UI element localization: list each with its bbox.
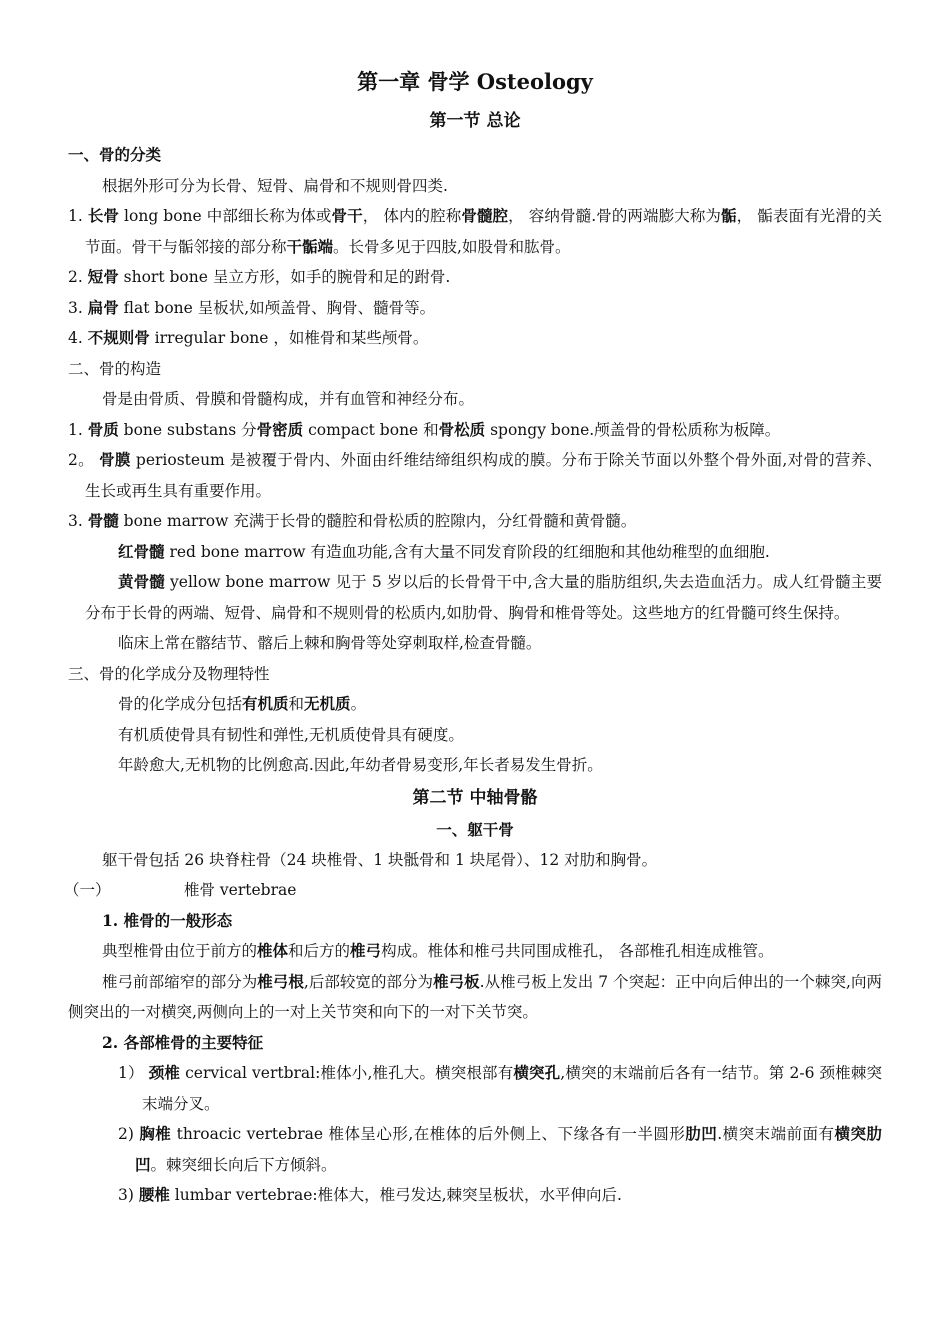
text: 骨的化学成分包括 bbox=[118, 695, 243, 713]
term-compact-bone: 骨密质 bbox=[256, 419, 304, 439]
term-lumbar: 腰椎 bbox=[138, 1185, 170, 1204]
paragraph-trunk-intro: 躯干骨包括 26 块脊柱骨（24 块椎骨、1 块骶骨和 1 块尾骨）、12 对肋和胸骨。 bbox=[102, 850, 658, 869]
paragraph-general-2 bbox=[68, 967, 882, 1028]
text: cervical vertbral:椎体小,椎孔大。横突根部有 bbox=[180, 1064, 514, 1082]
text: .从椎弓板上发出 7 个突起：正中向后伸出的一个棘突,向两侧突出的一对横突,两侧向上的一对上关节突和向下的一对下关节突。 bbox=[68, 972, 882, 1021]
text: .横突末端前面有 bbox=[717, 1125, 835, 1143]
term-periosteum: 骨膜 bbox=[99, 450, 131, 469]
text: ,后部较宽的部分为 bbox=[303, 972, 434, 991]
text: ,横突的末端前后各有一结节。第 2-6 颈椎棘突末端分叉。 bbox=[142, 1064, 882, 1113]
item-number: 3. bbox=[68, 512, 88, 530]
item-number: 1. bbox=[68, 420, 88, 439]
text: throacic vertebrae 椎体呈心形,在椎体的后外侧上、下缘各有一半圆形 bbox=[171, 1125, 686, 1143]
term-bone-substance: 骨质 bbox=[87, 419, 119, 439]
paragraph-general-1 bbox=[68, 936, 882, 967]
list-item-flat-bone bbox=[68, 293, 882, 324]
item-number: 1. bbox=[68, 207, 88, 225]
heading-features: 2. 各部椎骨的主要特征 bbox=[102, 1032, 264, 1052]
term-costal-fovea: 肋凹 bbox=[685, 1124, 718, 1143]
text: ， 体内的腔称 bbox=[362, 207, 462, 225]
item-number: 3. bbox=[68, 298, 88, 317]
text: bone marrow 充满于长骨的髓腔和骨松质的腔隙内，分红骨髓和黄骨髓。 bbox=[118, 512, 637, 530]
term-short-bone: 短骨 bbox=[87, 267, 119, 286]
text: 构成。椎体和椎弓共同围成椎孔， 各部椎孔相连成椎管。 bbox=[381, 942, 774, 960]
text: bone substans 分 bbox=[118, 420, 257, 439]
item-number: 2. bbox=[68, 268, 88, 286]
term-thoracic: 胸椎 bbox=[139, 1124, 172, 1143]
text: 和后方的 bbox=[288, 942, 351, 960]
text: ， 骺表面有光滑的关节面。骨干与骺邻接的部分称 bbox=[85, 207, 882, 256]
paragraph-red-marrow bbox=[68, 537, 882, 568]
text: 椎弓前部缩窄的部分为 bbox=[102, 972, 258, 991]
item-number: 4. bbox=[68, 329, 88, 347]
text: 。长骨多见于四肢,如股骨和肱骨。 bbox=[333, 237, 571, 256]
term-bone-marrow: 骨髓 bbox=[87, 511, 119, 530]
list-item-lumbar bbox=[68, 1180, 882, 1211]
term-epiphysis: 骺 bbox=[721, 206, 737, 225]
list-item-long-bone bbox=[68, 201, 882, 262]
text: ， 容纳骨髓.骨的两端膨大称为 bbox=[508, 207, 722, 225]
list-item-cervical bbox=[68, 1058, 882, 1119]
text: short bone 呈立方形，如手的腕骨和足的跗骨. bbox=[118, 268, 451, 286]
list-item-bone-marrow bbox=[68, 506, 882, 537]
heading-structure: 二、骨的构造 bbox=[68, 359, 162, 378]
term-flat-bone: 扁骨 bbox=[87, 297, 119, 317]
term-organic: 有机质 bbox=[242, 694, 289, 713]
paragraph-chemistry-2: 有机质使骨具有韧性和弹性,无机质使骨具有硬度。 bbox=[118, 725, 464, 744]
term-medullary-cavity: 骨髓腔 bbox=[461, 206, 509, 225]
text: 和 bbox=[288, 695, 305, 713]
heading-chemistry: 三、骨的化学成分及物理特性 bbox=[68, 664, 270, 683]
term-spongy-bone: 骨松质 bbox=[438, 419, 486, 439]
item-number: 2) bbox=[118, 1125, 140, 1143]
text: spongy bone.颅盖骨的骨松质称为板障。 bbox=[485, 420, 781, 439]
list-item-periosteum bbox=[68, 445, 882, 506]
item-number: 2。 bbox=[68, 451, 100, 469]
text: long bone 中部细长称为体或 bbox=[119, 207, 332, 225]
paragraph-yellow-marrow bbox=[68, 567, 882, 628]
paragraph-classification-intro: 根据外形可分为长骨、短骨、扁骨和不规则骨四类. bbox=[102, 176, 448, 195]
subsection-vertebrae bbox=[64, 875, 882, 906]
text: 。棘突细长向后下方倾斜。 bbox=[150, 1155, 337, 1174]
text: 。 bbox=[350, 695, 367, 713]
term-red-marrow: 红骨髓 bbox=[118, 541, 165, 561]
section-title-general: 第一节 总论 bbox=[429, 111, 521, 131]
item-number: 1） bbox=[118, 1064, 149, 1082]
paragraph-chemistry-1 bbox=[68, 689, 882, 720]
text: lumbar vertebrae:椎体大，椎弓发达,棘突呈板状，水平伸向后. bbox=[169, 1186, 622, 1204]
section-title-axial: 第二节 中轴骨骼 bbox=[412, 787, 538, 808]
subsection-number: （一） bbox=[64, 881, 111, 899]
term-metaphysis: 干骺端 bbox=[286, 236, 334, 256]
term-inorganic: 无机质 bbox=[304, 694, 351, 713]
heading-general-form: 1. 椎骨的一般形态 bbox=[102, 910, 233, 930]
text: yellow bone marrow 见于 5 岁以后的长骨骨干中,含大量的脂肪组织,失去造血活力。成人红骨髓主要分布于长骨的两端、短骨、扁骨和不规则骨的松质内,如肋骨、胸骨和椎骨等处。这些地方的红骨髓可终生保持。 bbox=[85, 573, 882, 622]
text: irregular bone ，如椎骨和某些颅骨。 bbox=[149, 329, 429, 347]
term-yellow-marrow: 黄骨髓 bbox=[118, 572, 165, 591]
term-pedicle: 椎弓根 bbox=[257, 971, 304, 991]
text: compact bone 和 bbox=[303, 420, 439, 439]
term-transverse-costal-fovea: 横突肋凹 bbox=[135, 1124, 882, 1174]
item-number: 3) bbox=[118, 1186, 139, 1204]
term-cervical: 颈椎 bbox=[148, 1063, 181, 1082]
term-irregular-bone: 不规则骨 bbox=[87, 328, 150, 347]
term-vertebral-arch: 椎弓 bbox=[350, 941, 382, 960]
text: periosteum 是被覆于骨内、外面由纤维结缔组织构成的膜。分布于除关节面以外整个骨外面,对骨的营养、生长或再生具有重要作用。 bbox=[85, 451, 882, 500]
heading-classification: 一、骨的分类 bbox=[68, 145, 162, 164]
heading-trunk-bones: 一、躯干骨 bbox=[436, 819, 514, 839]
list-item-bone-substance bbox=[68, 415, 882, 446]
paragraph-clinical: 临床上常在髂结节、髂后上棘和胸骨等处穿刺取样,检查骨髓。 bbox=[118, 634, 542, 652]
list-item-thoracic bbox=[68, 1119, 882, 1180]
paragraph-structure-intro: 骨是由骨质、骨膜和骨髓构成，并有血管和神经分布。 bbox=[102, 390, 475, 408]
term-long-bone: 长骨 bbox=[87, 206, 120, 225]
term-lamina: 椎弓板 bbox=[433, 971, 480, 991]
chapter-title: 第一章 骨学 Osteology bbox=[357, 69, 593, 94]
list-item-short-bone bbox=[68, 262, 882, 293]
text: red bone marrow 有造血功能,含有大量不同发育阶段的红细胞和其他幼稚型的血细胞. bbox=[164, 542, 770, 561]
term-transverse-foramen: 横突孔 bbox=[513, 1063, 561, 1082]
list-item-irregular-bone bbox=[68, 323, 882, 354]
term-vertebral-body: 椎体 bbox=[257, 941, 289, 960]
text: 典型椎骨由位于前方的 bbox=[102, 942, 258, 960]
text: flat bone 呈板状,如颅盖骨、胸骨、髓骨等。 bbox=[118, 298, 436, 317]
subsection-title: 椎骨 vertebrae bbox=[184, 881, 297, 899]
term-diaphysis: 骨干 bbox=[331, 206, 363, 225]
paragraph-chemistry-3: 年龄愈大,无机物的比例愈高.因此,年幼者骨易变形,年长者易发生骨折。 bbox=[118, 756, 603, 774]
